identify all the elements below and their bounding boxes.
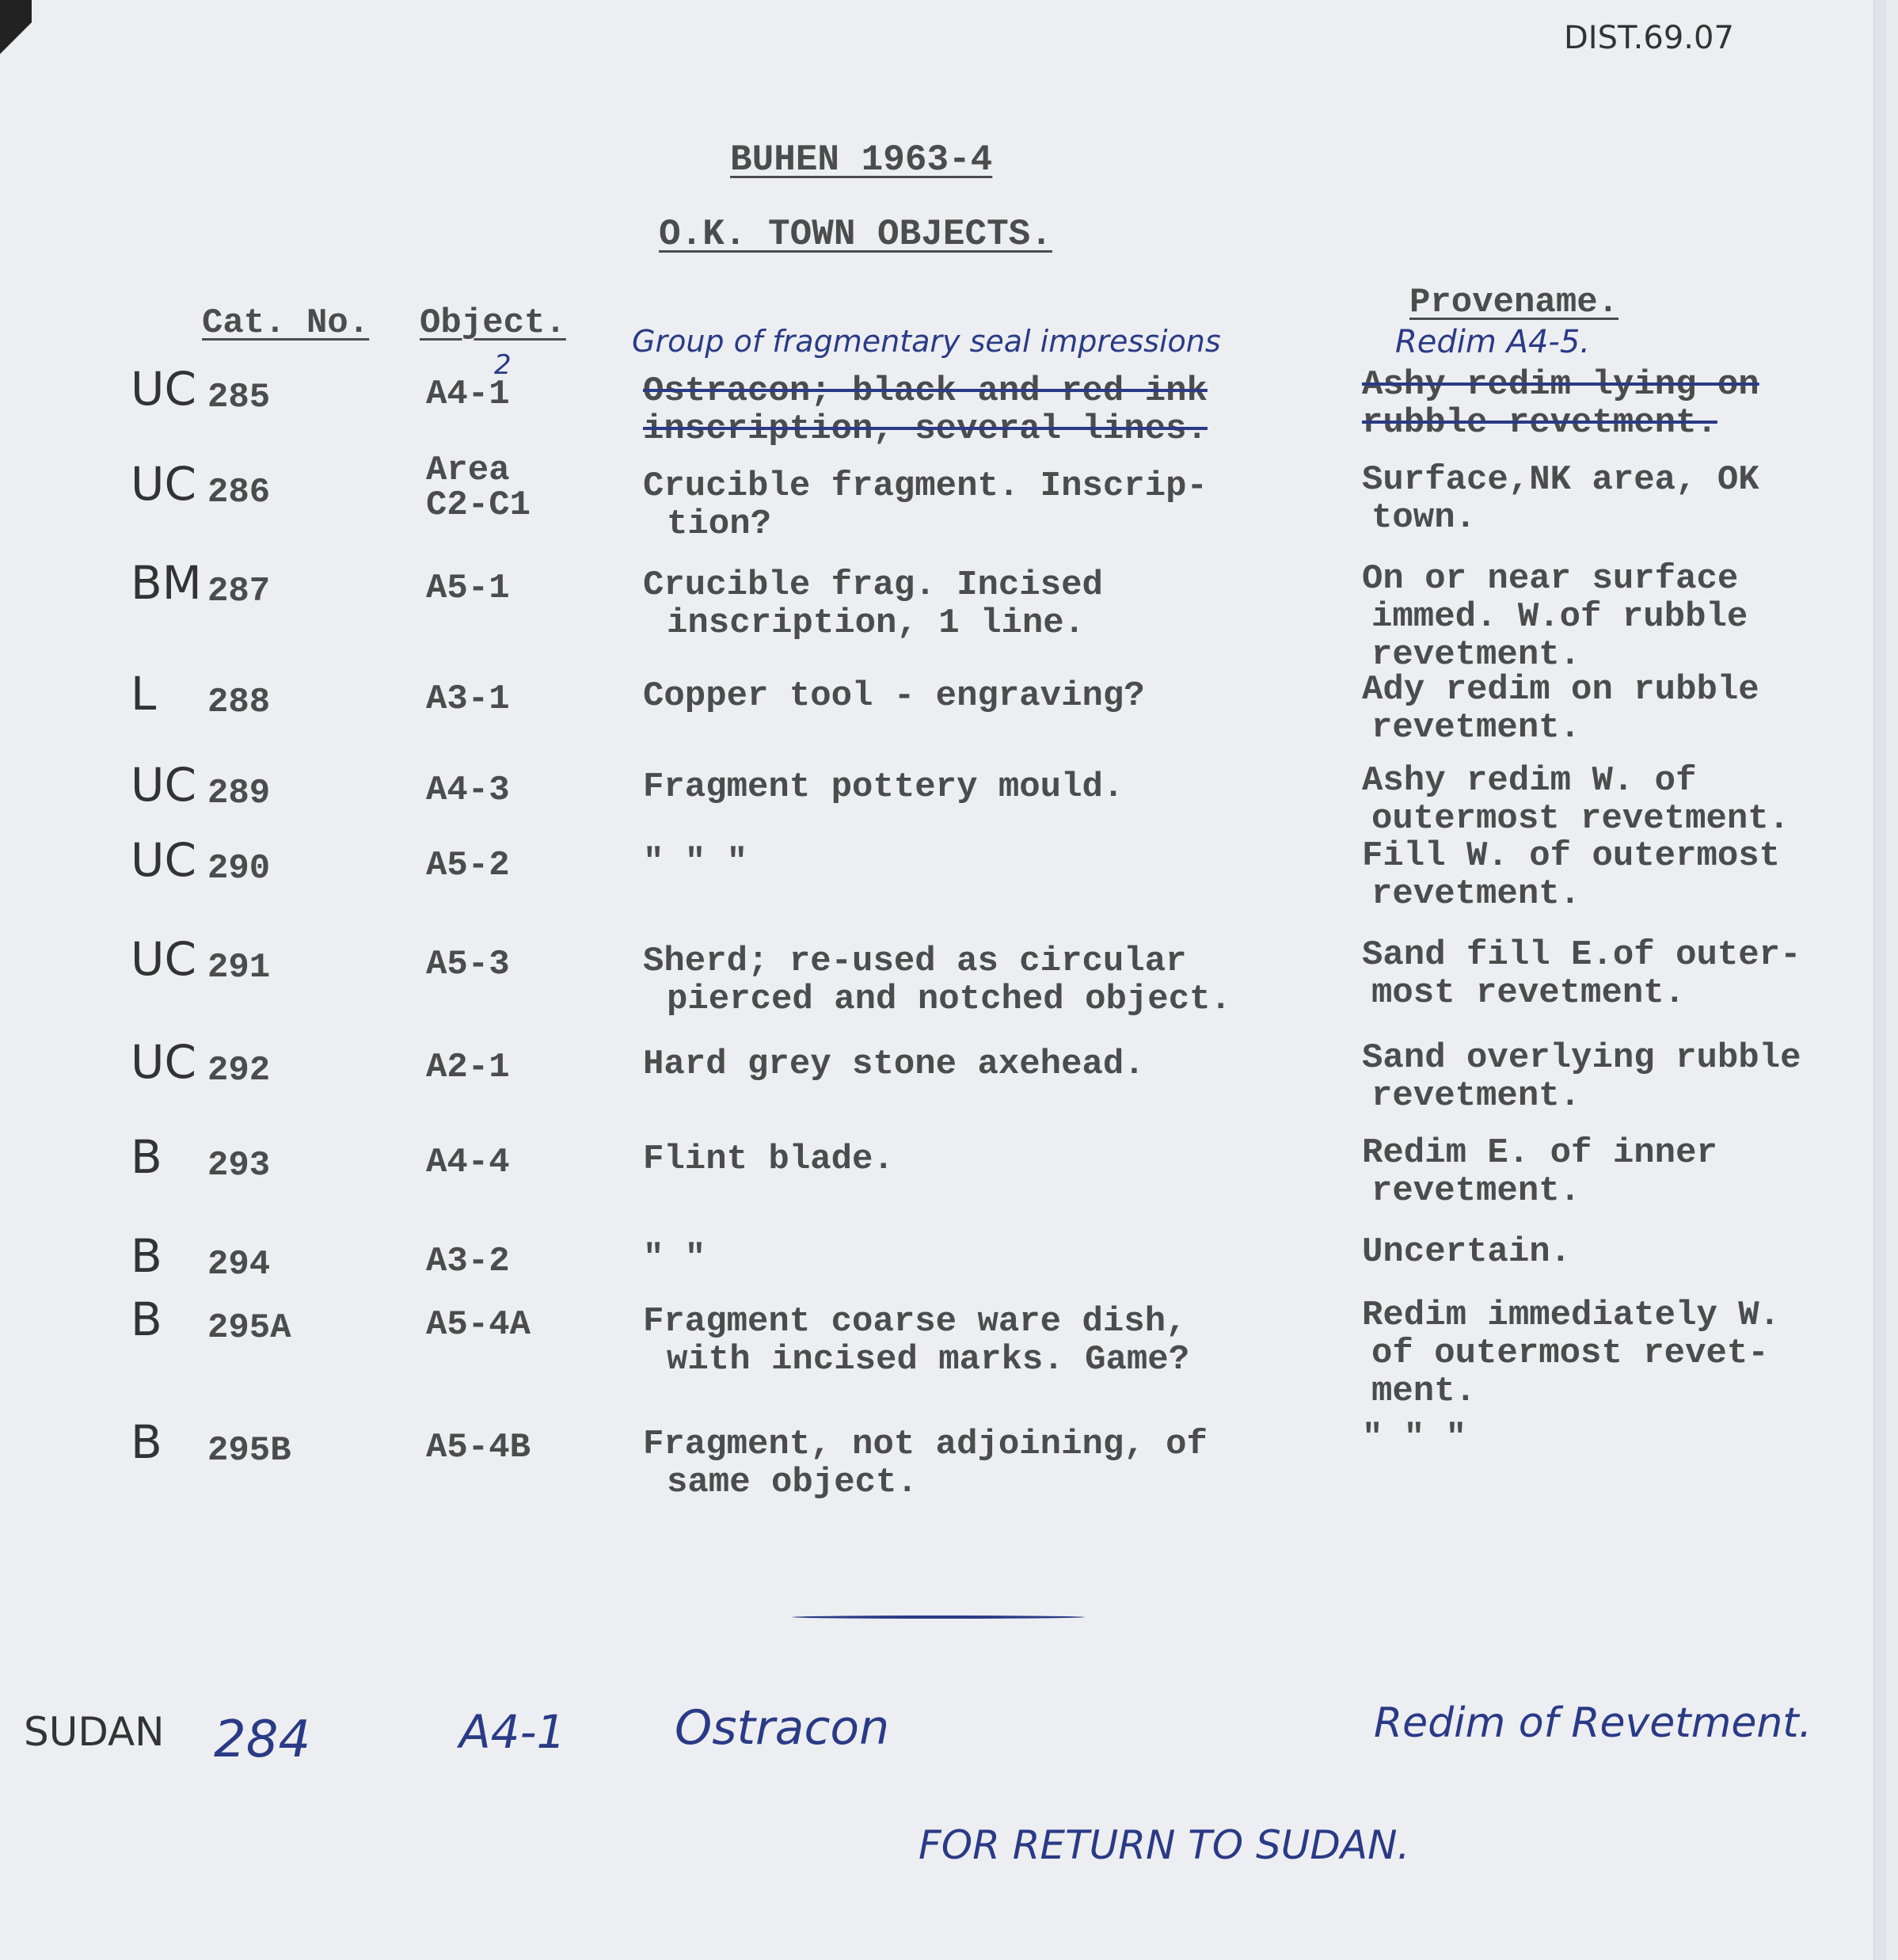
handwritten-cat-no: 284 <box>214 1711 311 1769</box>
provenance-line: Fill W. of outermost <box>1362 836 1781 876</box>
object-ref: C2-C1 <box>426 485 531 525</box>
provenance-line: Redim immediately W. <box>1362 1296 1781 1335</box>
cat-no: 287 <box>207 572 271 611</box>
description-line: Hard grey stone axehead. <box>643 1045 1145 1084</box>
description-line: same object. <box>667 1463 918 1502</box>
description-line: tion? <box>667 504 772 544</box>
provenance-line: revetment. <box>1371 1076 1581 1116</box>
archive-reference: DIST.69.07 <box>1564 20 1734 56</box>
provenance-line: Redim E. of inner <box>1362 1133 1717 1173</box>
description-line: Flint blade. <box>643 1140 894 1179</box>
document-title: BUHEN 1963-4 <box>730 139 993 181</box>
page-fold <box>0 0 32 87</box>
provenance-correction: Redim A4-5. <box>1395 324 1590 360</box>
location-mark: UC <box>131 833 196 887</box>
provenance-line: ment. <box>1371 1372 1477 1411</box>
cat-no: 288 <box>207 683 271 722</box>
object-ref: A5-2 <box>426 846 510 885</box>
cat-no: 289 <box>207 774 271 813</box>
cat-no: 295B <box>207 1431 291 1471</box>
location-mark: BM <box>131 556 202 610</box>
cat-no: 294 <box>207 1245 271 1284</box>
location-mark: B <box>131 1130 162 1184</box>
handwritten-provenance: Redim of Revetment. <box>1374 1699 1812 1747</box>
object-ref: A3-2 <box>426 1242 510 1281</box>
cat-no: 291 <box>207 948 271 988</box>
provenance-line: rubble revetment. <box>1362 403 1717 443</box>
description-line: Crucible fragment. Inscrip- <box>643 466 1208 506</box>
column-header-provenance: Provename. <box>1409 283 1619 322</box>
provenance-line: Sand overlying rubble <box>1362 1038 1801 1078</box>
location-mark: UC <box>131 932 196 986</box>
location-mark: UC <box>131 1035 196 1089</box>
description-line: Fragment pottery mould. <box>643 767 1124 807</box>
location-mark: B <box>131 1292 162 1346</box>
provenance-line: " " " <box>1362 1418 1467 1458</box>
handwritten-description: Ostracon <box>675 1700 890 1756</box>
description-line: with incised marks. Game? <box>667 1340 1190 1380</box>
cat-no: 293 <box>207 1146 271 1186</box>
cat-no: 285 <box>207 378 271 417</box>
object-ref: A5-4B <box>426 1428 531 1467</box>
provenance-line: Sand fill E.of outer- <box>1362 935 1801 975</box>
provenance-line: Ady redim on rubble <box>1362 670 1759 710</box>
cat-no: 295A <box>207 1308 291 1348</box>
handwritten-place: SUDAN <box>24 1709 165 1755</box>
description-correction: Group of fragmentary seal impressions <box>632 324 1221 359</box>
provenance-line: revetment. <box>1371 635 1581 675</box>
description-line: inscription, 1 line. <box>667 603 1086 643</box>
object-ref: A2-1 <box>426 1048 510 1087</box>
object-ref: A4-3 <box>426 771 510 810</box>
provenance-line: immed. W.of rubble <box>1371 597 1748 637</box>
cat-no: 290 <box>207 849 271 889</box>
document-subtitle: O.K. TOWN OBJECTS. <box>659 214 1052 255</box>
page-edge <box>1873 0 1886 1960</box>
description-line: inscription, several lines. <box>643 409 1208 449</box>
description-line: " " <box>643 1239 706 1278</box>
description-line: " " " <box>643 843 748 882</box>
description-line: Copper tool - engraving? <box>643 676 1145 716</box>
description-line: Fragment coarse ware dish, <box>643 1302 1187 1342</box>
object-ref: A5-4A <box>426 1305 531 1345</box>
location-mark: L <box>131 667 157 721</box>
provenance-line: Uncertain. <box>1362 1232 1572 1272</box>
cat-no: 286 <box>207 473 271 512</box>
location-mark: UC <box>131 457 196 511</box>
provenance-line: Ashy redim W. of <box>1362 761 1697 801</box>
handwritten-footer-note: FOR RETURN TO SUDAN. <box>919 1822 1410 1868</box>
location-mark: UC <box>131 362 196 416</box>
location-mark: B <box>131 1229 162 1283</box>
object-ref: A5-1 <box>426 569 510 608</box>
object-ref: A3-1 <box>426 679 510 719</box>
divider-line <box>792 1616 1085 1619</box>
provenance-line: of outermost revet- <box>1371 1334 1769 1373</box>
object-correction: 2 <box>494 349 512 381</box>
column-header-cat-no: Cat. No. <box>202 303 370 343</box>
cat-no: 292 <box>207 1051 271 1090</box>
location-mark: B <box>131 1415 162 1469</box>
provenance-line: Surface,NK area, OK <box>1362 460 1759 500</box>
handwritten-object: A4-1 <box>459 1705 566 1759</box>
description-line: Ostracon; black and red ink <box>643 371 1208 411</box>
provenance-line: outermost revetment. <box>1371 799 1790 839</box>
object-ref: A4-4 <box>426 1143 510 1182</box>
column-header-object: Object. <box>420 303 566 343</box>
provenance-line: revetment. <box>1371 1171 1581 1211</box>
description-line: Sherd; re-used as circular <box>643 942 1187 981</box>
provenance-line: revetment. <box>1371 874 1581 914</box>
object-ref: A5-3 <box>426 945 510 984</box>
provenance-line: Ashy redim lying on <box>1362 365 1759 405</box>
provenance-line: On or near surface <box>1362 559 1739 599</box>
object-ref: A4-1 <box>426 375 510 414</box>
object-ref: Area <box>426 451 510 490</box>
description-line: Fragment, not adjoining, of <box>643 1425 1208 1464</box>
description-line: pierced and notched object. <box>667 980 1231 1019</box>
location-mark: UC <box>131 758 196 812</box>
provenance-line: revetment. <box>1371 708 1581 748</box>
provenance-line: town. <box>1371 498 1477 538</box>
description-line: Crucible frag. Incised <box>643 565 1103 605</box>
provenance-line: most revetment. <box>1371 973 1686 1013</box>
